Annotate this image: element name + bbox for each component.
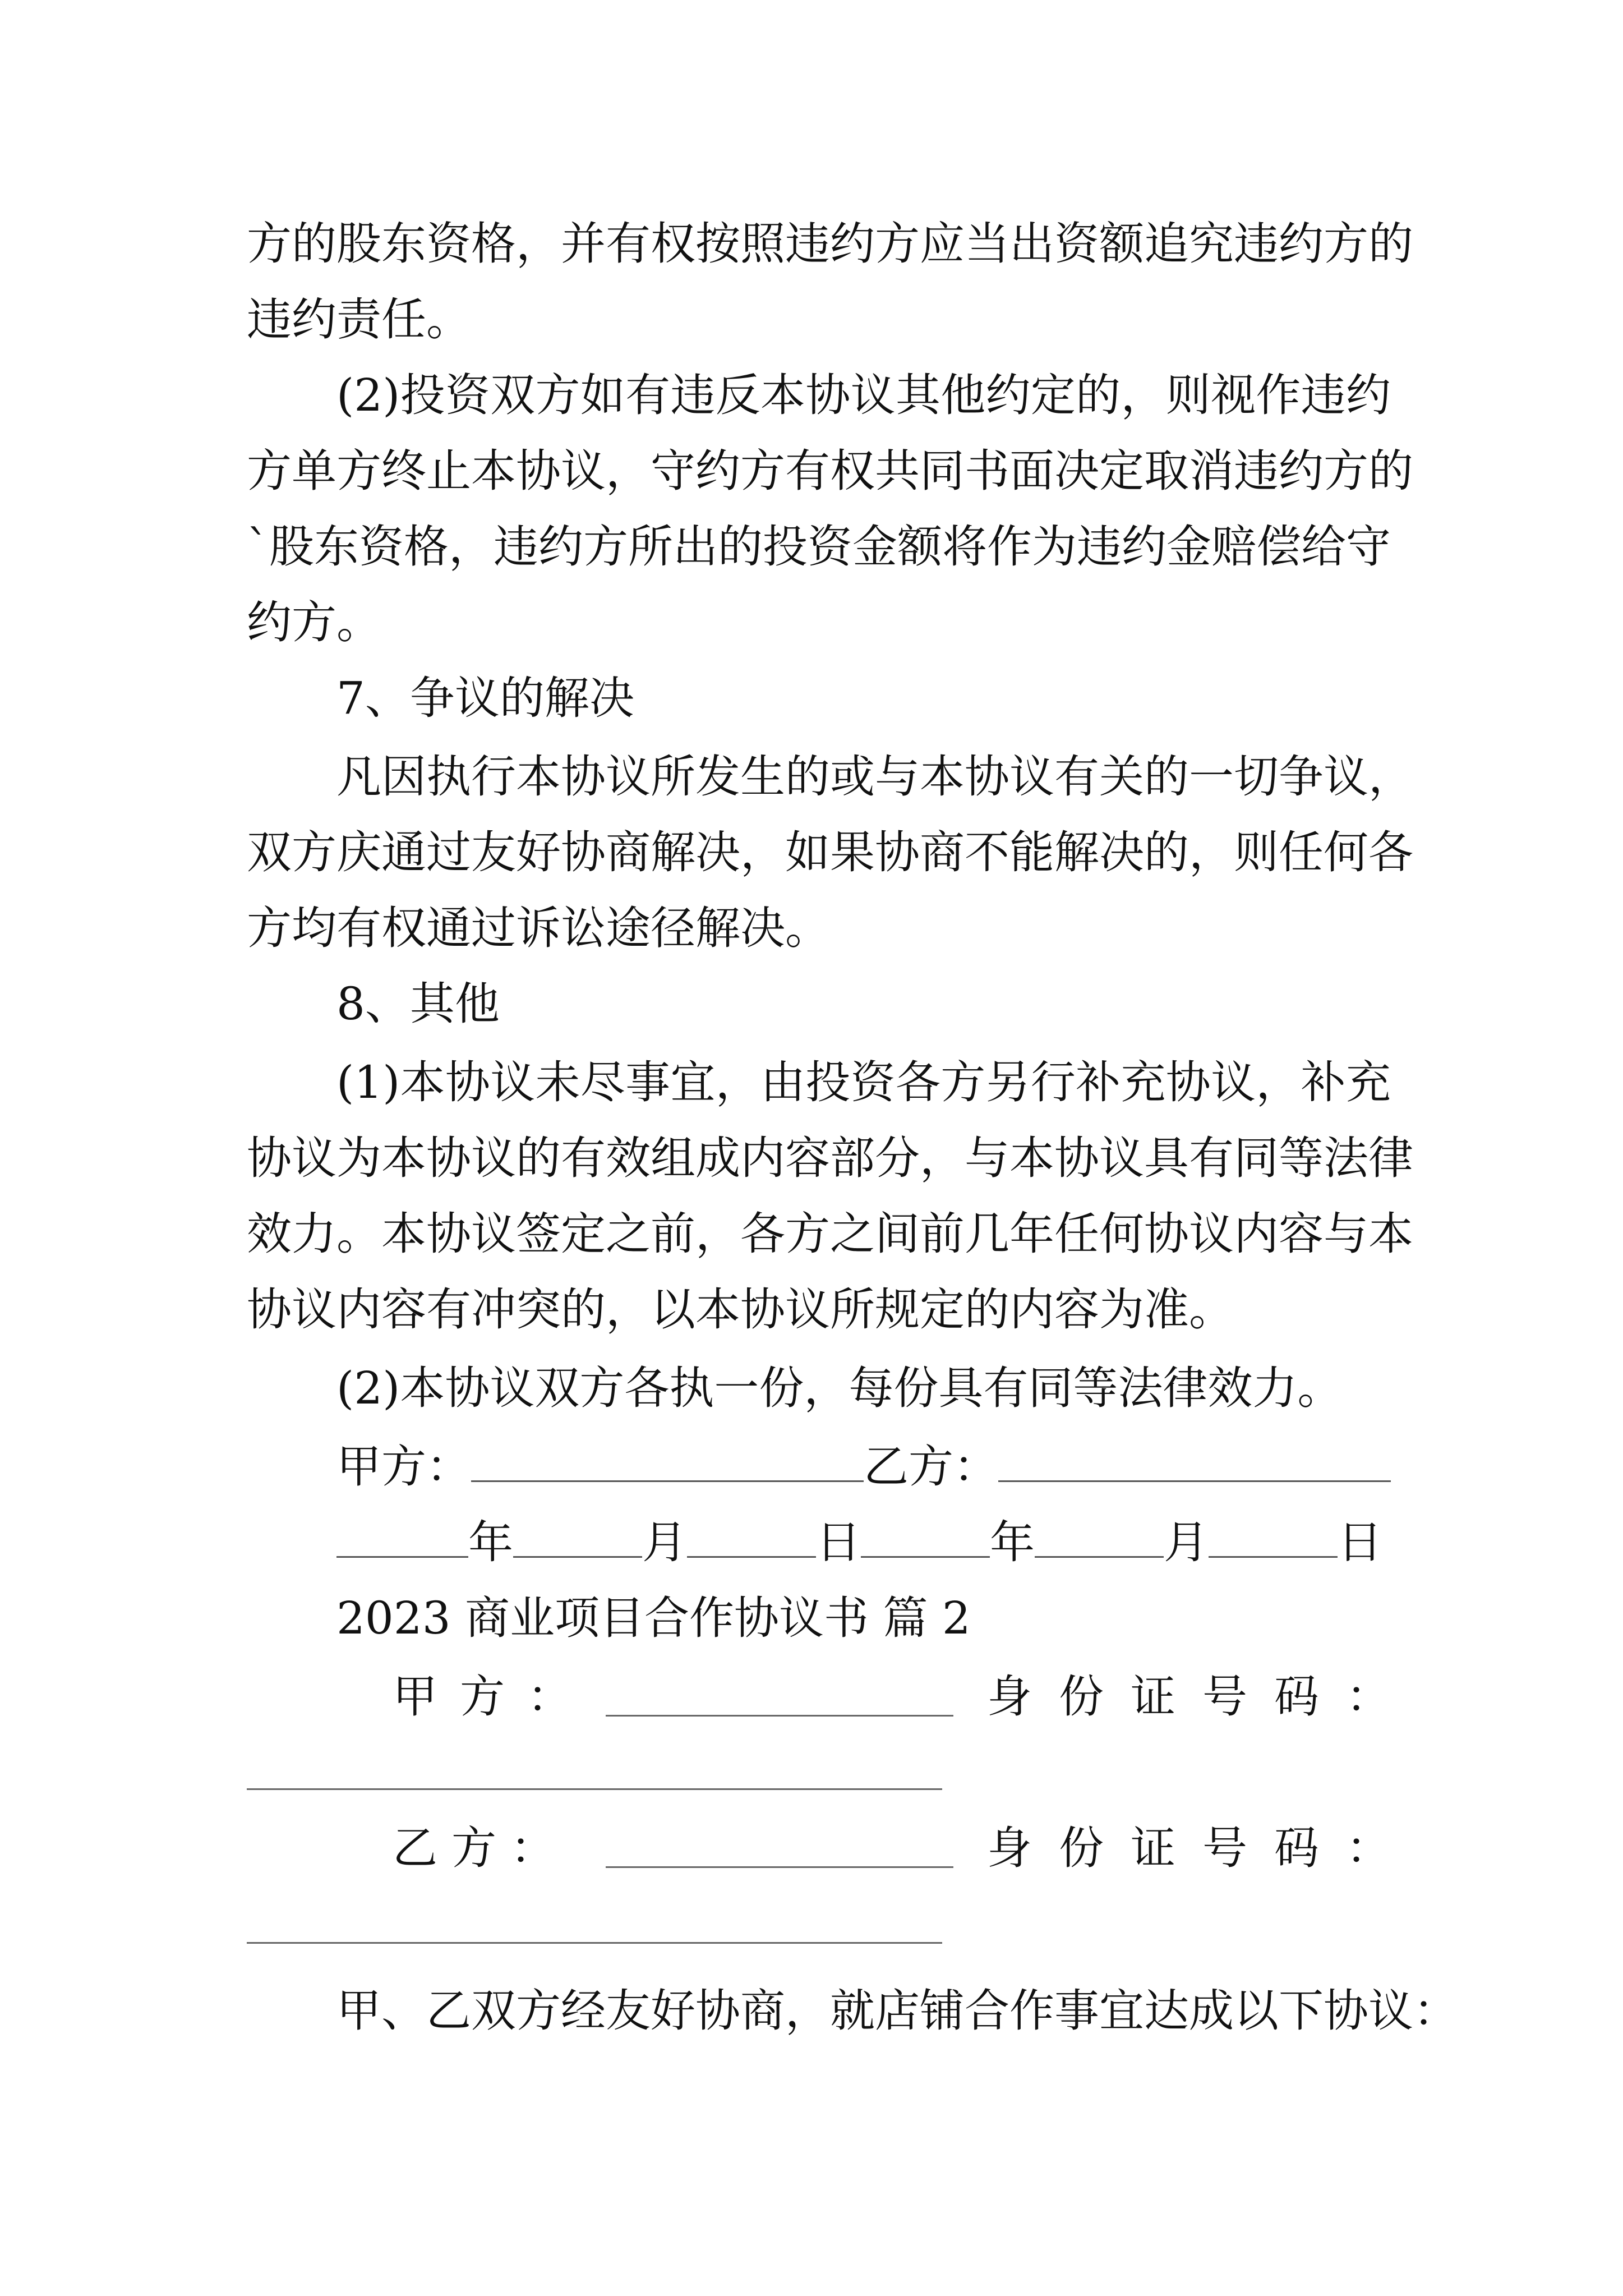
month-blank bbox=[513, 1515, 642, 1558]
label-char: 证 bbox=[1131, 1671, 1175, 1723]
party-a-blank bbox=[471, 1439, 864, 1482]
party-a-spaced-label bbox=[393, 1666, 572, 1728]
text-line: 违约责任。 bbox=[247, 293, 471, 346]
party-b-spaced-label bbox=[393, 1818, 555, 1879]
month-label: 月 bbox=[642, 1516, 687, 1568]
party-b-id-label bbox=[987, 1818, 1391, 1879]
label-char: 份 bbox=[1059, 1671, 1104, 1723]
label-char: ： bbox=[527, 1671, 572, 1723]
label-char: 身 bbox=[987, 1671, 1032, 1723]
text-line: 方单方终止本协议，守约方有权共同书面决定取消违约方的 bbox=[247, 445, 1413, 497]
party-a-name-blank bbox=[606, 1715, 953, 1717]
day-blank bbox=[1209, 1515, 1338, 1558]
label-char: 号 bbox=[1202, 1671, 1247, 1723]
year-label: 年 bbox=[468, 1516, 513, 1568]
text-line: (1)本协议未尽事宜，由投资各方另行补充协议，补充 bbox=[336, 1056, 1391, 1108]
text-line: 甲、乙双方经友好协商，就店铺合作事宜达成以下协议： bbox=[336, 1985, 1458, 2037]
text-line: 方的股东资格，并有权按照违约方应当出资额追究违约方的 bbox=[247, 218, 1413, 270]
label-char: 码 bbox=[1274, 1822, 1319, 1874]
date-signature-line bbox=[336, 1512, 1382, 1573]
party-a-signature-line bbox=[336, 1436, 1391, 1498]
section-heading: 8、其他 bbox=[336, 978, 500, 1030]
label-char: 身 bbox=[987, 1822, 1032, 1874]
text-line: 方均有权通过诉讼途径解决。 bbox=[247, 902, 830, 954]
label-char: 甲 bbox=[393, 1671, 437, 1723]
text-line: 协议为本协议的有效组成内容部分，与本协议具有同等法律 bbox=[247, 1132, 1413, 1184]
text-line: 效力。本协议签定之前，各方之间前几年任何协议内容与本 bbox=[247, 1208, 1413, 1260]
text-line: 凡因执行本协议所发生的或与本协议有关的一切争议， bbox=[336, 751, 1413, 803]
party-b-id-blank bbox=[247, 1942, 942, 1944]
party-b-blank bbox=[998, 1439, 1391, 1482]
label-char: 份 bbox=[1059, 1822, 1104, 1874]
day-label: 日 bbox=[816, 1516, 861, 1568]
section-title: 2023 商业项目合作协议书 篇 2 bbox=[336, 1592, 971, 1644]
label-char: ： bbox=[510, 1822, 555, 1874]
label-char: 乙 bbox=[393, 1822, 437, 1874]
text-line: 协议内容有冲突的，以本协议所规定的内容为准。 bbox=[247, 1283, 1234, 1336]
label-char: 方 bbox=[451, 1822, 496, 1874]
day-blank bbox=[687, 1515, 816, 1558]
label-char: 方 bbox=[460, 1671, 505, 1723]
year-label: 年 bbox=[990, 1516, 1035, 1568]
party-a-id-label bbox=[987, 1666, 1391, 1728]
day-label: 日 bbox=[1338, 1516, 1382, 1568]
text-line: (2)投资双方如有违反本协议其他约定的，则视作违约 bbox=[336, 369, 1391, 421]
party-b-name-blank bbox=[606, 1866, 953, 1868]
label-char: ： bbox=[1346, 1671, 1391, 1723]
text-line: 双方庆通过友好协商解决，如果协商不能解决的，则任何各 bbox=[247, 826, 1413, 878]
month-blank bbox=[1035, 1515, 1164, 1558]
party-a-label: 甲方： bbox=[336, 1441, 471, 1493]
year-blank bbox=[336, 1515, 468, 1558]
month-label: 月 bbox=[1164, 1516, 1209, 1568]
label-char: 码 bbox=[1274, 1671, 1319, 1723]
label-char: ： bbox=[1346, 1822, 1391, 1874]
section-heading: 7、争议的解决 bbox=[336, 672, 634, 724]
label-char: 号 bbox=[1202, 1822, 1247, 1874]
text-line: (2)本协议双方各执一份，每份具有同等法律效力。 bbox=[336, 1362, 1343, 1414]
text-line: 约方。 bbox=[247, 596, 381, 648]
label-char: 证 bbox=[1131, 1822, 1175, 1874]
party-b-label: 乙方： bbox=[864, 1441, 998, 1493]
party-a-id-blank bbox=[247, 1788, 942, 1790]
year-blank bbox=[861, 1515, 990, 1558]
text-line: `股东资格，违约方所出的投资金额将作为违约金赔偿给守 bbox=[247, 521, 1391, 573]
